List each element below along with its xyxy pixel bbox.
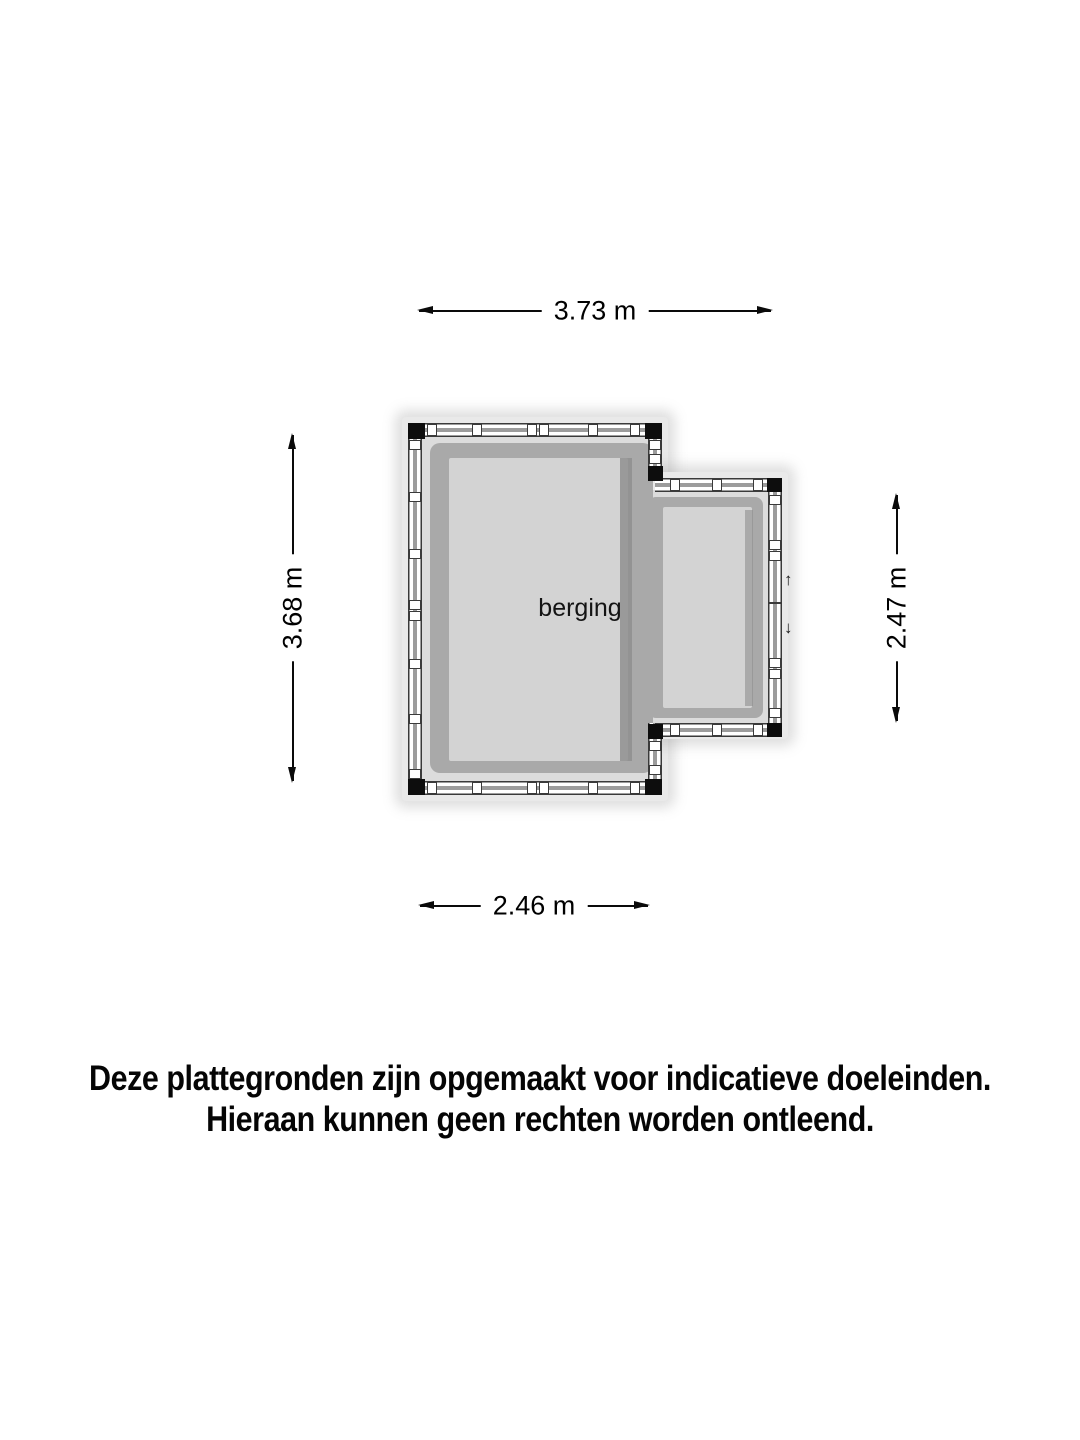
wall-post	[649, 440, 661, 450]
wall-corner-block	[408, 779, 425, 795]
dimension-bottom-label: 2.46 m	[481, 893, 588, 920]
wall-post	[527, 424, 537, 436]
wall-post	[409, 714, 421, 724]
wall-post	[753, 724, 763, 736]
arrowhead-down-icon	[892, 707, 900, 723]
wall-post	[409, 440, 421, 450]
wall-post	[527, 782, 537, 794]
wall-post	[649, 741, 661, 751]
door-arrow-down-icon: ↓	[784, 618, 793, 637]
wall-corner-block	[408, 423, 425, 439]
door-mid-tick	[769, 602, 781, 604]
wall-post	[409, 549, 421, 559]
dimension-left	[277, 433, 308, 783]
room-label-berging: berging	[538, 594, 622, 622]
door-arrow-up-icon: ↑	[784, 570, 793, 589]
wall-post	[670, 724, 680, 736]
wall-post	[630, 424, 640, 436]
arrowhead-up-icon	[288, 433, 296, 449]
wall-post	[670, 479, 680, 491]
disclaimer-line-2: Hieraan kunnen geen rechten worden ontleend.	[206, 1100, 874, 1139]
dimension-left-label: 3.68 m	[280, 555, 307, 662]
wall-corner-block	[645, 779, 662, 795]
extension-wall-right	[768, 478, 782, 737]
wall-post	[769, 551, 781, 561]
wall-post	[649, 454, 661, 464]
wall-post	[769, 708, 781, 718]
wall-post	[472, 424, 482, 436]
wall-post	[427, 424, 437, 436]
wall-post	[539, 424, 549, 436]
dimension-right	[881, 493, 912, 723]
wall-corner-block	[767, 723, 782, 737]
dimension-top	[417, 295, 773, 326]
wall-post	[588, 424, 598, 436]
dimension-right-label: 2.47 m	[884, 555, 911, 662]
wall-post	[753, 479, 763, 491]
wall-post	[409, 769, 421, 779]
wall-post	[649, 765, 661, 775]
dimension-bottom	[418, 890, 650, 921]
wall-post	[409, 611, 421, 621]
arrowhead-right-icon	[634, 901, 650, 909]
wall-corner-block	[645, 423, 662, 439]
disclaimer-line-1: Deze plattegronden zijn opgemaakt voor indicatieve doeleinden.	[89, 1059, 991, 1098]
arrowhead-up-icon	[892, 493, 900, 509]
wall-post	[630, 782, 640, 794]
wall-corner-block	[648, 466, 663, 481]
wall-post	[769, 495, 781, 505]
extension-wall-shadow	[745, 510, 753, 706]
wall-post	[769, 669, 781, 679]
wall-post	[472, 782, 482, 794]
wall-post	[539, 782, 549, 794]
wall-post	[409, 659, 421, 669]
wall-post	[712, 479, 722, 491]
wall-post	[712, 724, 722, 736]
wall-post	[409, 600, 421, 610]
wall-post	[588, 782, 598, 794]
wall-post	[427, 782, 437, 794]
disclaimer	[0, 1058, 1080, 1140]
arrowhead-right-icon	[757, 306, 773, 314]
wall-post	[769, 658, 781, 668]
arrowhead-left-icon	[418, 901, 434, 909]
arrowhead-down-icon	[288, 767, 296, 783]
wall-corner-block	[767, 478, 782, 492]
dimension-top-label: 3.73 m	[542, 298, 649, 325]
wall-post	[769, 540, 781, 550]
wall-post	[409, 492, 421, 502]
wall-corner-block	[648, 724, 663, 739]
arrowhead-left-icon	[417, 306, 433, 314]
